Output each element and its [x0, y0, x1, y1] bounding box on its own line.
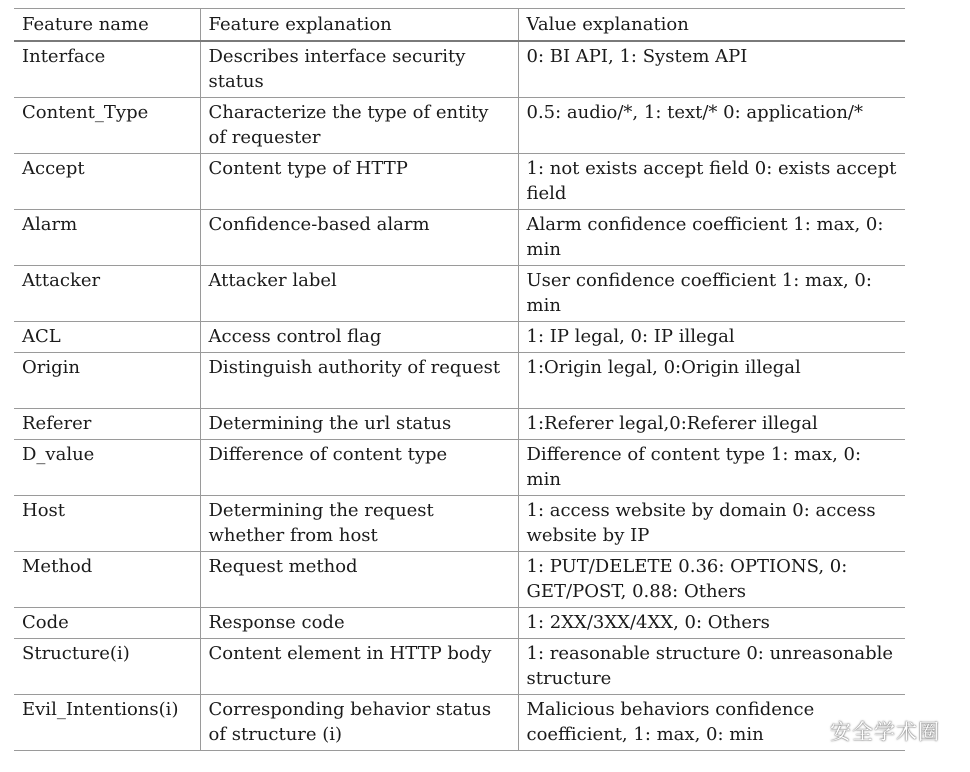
table-row	[14, 322, 905, 353]
table-row	[14, 608, 905, 639]
table-row	[14, 695, 905, 751]
value-explanation-cell: 1: access website by domain 0: access website by IP	[518, 496, 905, 552]
feature-name-cell: Content_Type	[14, 98, 200, 154]
feature-name-cell: Interface	[14, 41, 200, 98]
value-explanation-cell: User confidence coefficient 1: max, 0: min	[518, 266, 905, 322]
feature-name-cell: Referer	[14, 409, 200, 440]
table-row	[14, 639, 905, 695]
table-row	[14, 266, 905, 322]
table-row	[14, 440, 905, 496]
table-row	[14, 409, 905, 440]
feature-name-cell: Structure(i)	[14, 639, 200, 695]
header-feature-explanation: Feature explanation	[200, 9, 518, 42]
table-header-row	[14, 9, 905, 42]
feature-name-cell: Method	[14, 552, 200, 608]
feature-explanation-cell: Difference of content type	[200, 440, 518, 496]
table-row	[14, 552, 905, 608]
value-explanation-cell: 1: reasonable structure 0: unreasonable structure	[518, 639, 905, 695]
value-explanation-cell: 0: BI API, 1: System API	[518, 41, 905, 98]
value-explanation-cell: Difference of content type 1: max, 0: min	[518, 440, 905, 496]
table-row	[14, 496, 905, 552]
watermark	[794, 716, 940, 746]
feature-name-cell: Attacker	[14, 266, 200, 322]
table-row	[14, 154, 905, 210]
feature-name-cell: D_value	[14, 440, 200, 496]
feature-name-cell: Evil_Intentions(i)	[14, 695, 200, 751]
table-row	[14, 98, 905, 154]
header-feature-name: Feature name	[14, 9, 200, 42]
table-row	[14, 353, 905, 409]
value-explanation-cell: 1:Referer legal,0:Referer illegal	[518, 409, 905, 440]
feature-explanation-cell: Attacker label	[200, 266, 518, 322]
feature-explanation-cell: Characterize the type of entity of requester	[200, 98, 518, 154]
feature-explanation-cell: Content element in HTTP body	[200, 639, 518, 695]
value-explanation-cell: 1:Origin legal, 0:Origin illegal	[518, 353, 905, 409]
feature-name-cell: Alarm	[14, 210, 200, 266]
table-row	[14, 41, 905, 98]
feature-name-cell: Accept	[14, 154, 200, 210]
header-value-explanation: Value explanation	[518, 9, 905, 42]
value-explanation-cell: 1: IP legal, 0: IP illegal	[518, 322, 905, 353]
value-explanation-cell: Alarm confidence coefficient 1: max, 0: min	[518, 210, 905, 266]
feature-explanation-cell: Corresponding behavior status of structure (i)	[200, 695, 518, 751]
value-explanation-cell: 1: not exists accept field 0: exists accept field	[518, 154, 905, 210]
feature-explanation-cell: Determining the url status	[200, 409, 518, 440]
value-explanation-cell: 1: 2XX/3XX/4XX, 0: Others	[518, 608, 905, 639]
feature-explanation-cell: Response code	[200, 608, 518, 639]
feature-explanation-cell: Determining the request whether from host	[200, 496, 518, 552]
feature-explanation-cell: Confidence-based alarm	[200, 210, 518, 266]
table-row	[14, 210, 905, 266]
feature-name-cell: Origin	[14, 353, 200, 409]
watermark-text: 安全学术圈	[830, 720, 940, 744]
value-explanation-cell: 1: PUT/DELETE 0.36: OPTIONS, 0: GET/POST, 0.88: Others	[518, 552, 905, 608]
feature-name-cell: Host	[14, 496, 200, 552]
feature-table-container	[14, 8, 905, 751]
feature-name-cell: Code	[14, 608, 200, 639]
value-explanation-cell: Malicious behaviors confidence coefficient, 1: max, 0: min	[518, 695, 905, 751]
feature-name-cell: ACL	[14, 322, 200, 353]
feature-explanation-cell: Describes interface security status	[200, 41, 518, 98]
feature-explanation-cell: Content type of HTTP	[200, 154, 518, 210]
wechat-icon	[794, 719, 824, 743]
feature-explanation-cell: Access control flag	[200, 322, 518, 353]
feature-explanation-cell: Request method	[200, 552, 518, 608]
value-explanation-cell: 0.5: audio/*, 1: text/* 0: application/*	[518, 98, 905, 154]
feature-table	[14, 8, 905, 751]
feature-explanation-cell: Distinguish authority of request	[200, 353, 518, 409]
